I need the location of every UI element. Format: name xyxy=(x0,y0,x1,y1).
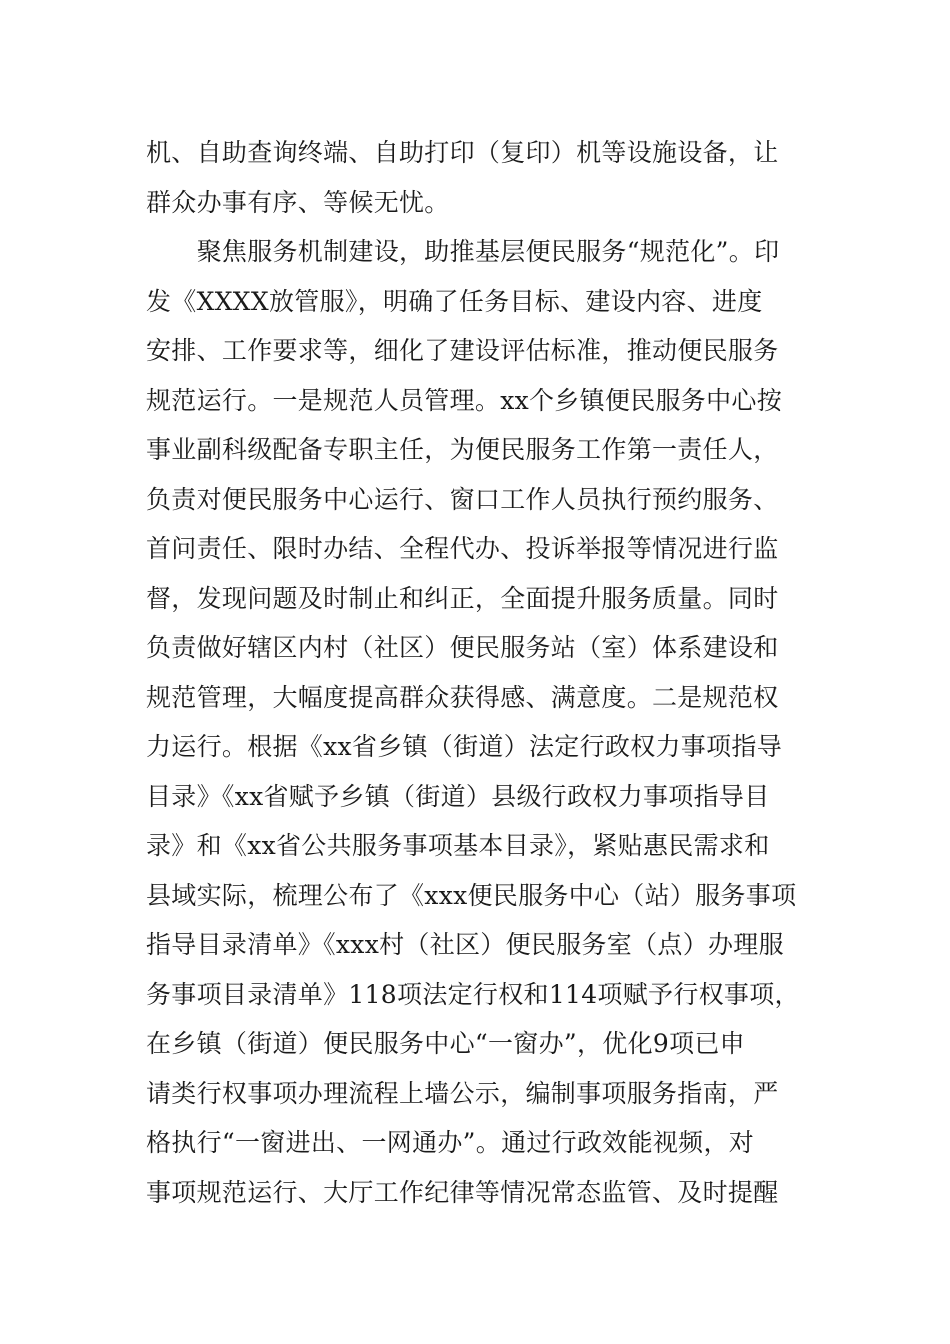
text-line: 规范管理，大幅度提高群众获得感、满意度。二是规范权 xyxy=(146,682,779,712)
text-line: 格执行“一窗进出、一网通办”。通过行政效能视频，对 xyxy=(146,1128,755,1157)
text-line: 负责做好辖区内村（社区）便民服务站（室）体系建设和 xyxy=(146,633,779,662)
text-line: 目录》《xx省赋予乡镇（街道）县级行政权力事项指导目 xyxy=(146,781,770,811)
text-line: 安排、工作要求等，细化了建设评估标准，推动便民服务 xyxy=(146,336,779,365)
text-line: 力运行。根据《xx省乡镇（街道）法定行政权力事项指导 xyxy=(146,732,783,761)
paragraph-start-line: 聚焦服务机制建设，助推基层便民服务“规范化”。印 xyxy=(146,237,780,266)
text-line: 事业副科级配备专职主任，为便民服务工作第一责任人， xyxy=(146,435,779,464)
text-line: 发《XXXX放管服》，明确了任务目标、建设内容、进度 xyxy=(146,286,763,316)
text-line: 机、自助查询终端、自助打印（复印）机等设施设备，让 xyxy=(146,138,779,167)
text-line: 县域实际，梳理公布了《xxx便民服务中心（站）服务事项 xyxy=(146,880,797,910)
body-text xyxy=(146,128,846,1217)
text-line: 务事项目录清单》118项法定行权和114项赋予行权事项， xyxy=(146,979,800,1009)
text-line: 督，发现问题及时制止和纠正，全面提升服务质量。同时 xyxy=(146,583,779,613)
text-line: 在乡镇（街道）便民服务中心“一窗办”，优化9项已申 xyxy=(146,1029,745,1058)
text-line: 录》和《xx省公共服务事项基本目录》，紧贴惠民需求和 xyxy=(146,831,770,860)
text-line: 负责对便民服务中心运行、窗口工作人员执行预约服务、 xyxy=(146,484,779,514)
text-line: 群众办事有序、等候无忧。 xyxy=(146,187,450,217)
text-line: 请类行权事项办理流程上墙公示，编制事项服务指南，严 xyxy=(146,1078,779,1108)
text-line: 规范运行。一是规范人员管理。xx个乡镇便民服务中心按 xyxy=(146,385,783,415)
text-line: 指导目录清单》《xxx村（社区）便民服务室（点）办理服 xyxy=(146,930,784,959)
text-line: 首问责任、限时办结、全程代办、投诉举报等情况进行监 xyxy=(146,534,779,563)
text-line: 事项规范运行、大厅工作纪律等情况常态监管、及时提醒 xyxy=(146,1177,779,1207)
